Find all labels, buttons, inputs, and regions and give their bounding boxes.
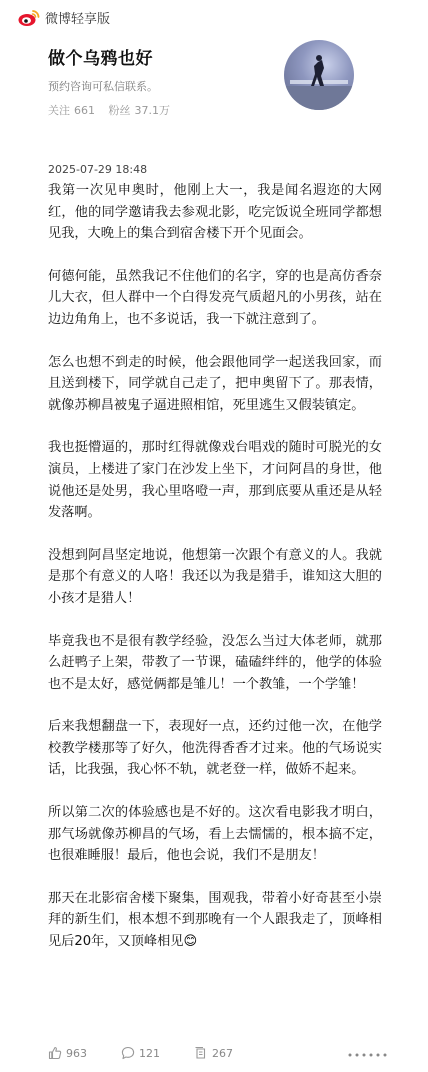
comment-icon	[121, 1046, 135, 1060]
following-count[interactable]: 661	[74, 104, 95, 117]
followers-label[interactable]: 粉丝	[108, 104, 131, 117]
post-paragraph: 何德何能，虽然我记不住他们的名字，穿的也是高仿香奈儿大衣，但人群中一个白得发亮气质超凡的小男孩，站在边边角角上，也不多说话，我一下就注意到了。	[48, 268, 382, 327]
profile-bio: 预约咨询可私信联系。	[48, 80, 158, 93]
profile-name[interactable]: 做个乌鸦也好	[48, 49, 153, 69]
repost-count: 267	[212, 1046, 233, 1060]
avatar-image	[284, 40, 354, 110]
repost-button[interactable]	[194, 1046, 233, 1060]
following-label[interactable]: 关注	[48, 104, 70, 117]
more-icon[interactable]	[348, 1050, 388, 1060]
like-count: 963	[66, 1046, 87, 1060]
post-paragraph: 所以第二次的体验感也是不好的。这次看电影我才明白，那气场就像苏柳昌的气场，看上去懦懦的，根本搞不定，也很难睡服！最后，他也会说，我们不是朋友！	[48, 805, 382, 864]
profile-stats	[48, 102, 174, 118]
app-name: 微博轻享版	[45, 12, 111, 27]
post-paragraph: 怎么也想不到走的时候，他会跟他同学一起送我回家，而且送到楼下，同学就自己走了，把申奥留下了。那表情，就像苏柳昌被鬼子逼进照相馆，死里逃生又假装镇定。	[48, 354, 382, 413]
thumbs-up-icon	[48, 1046, 62, 1060]
repost-icon	[194, 1046, 208, 1060]
post-paragraph: 后来我想翻盘一下，表现好一点，还约过他一次，在他学校教学楼那等了好久，他洗得香香才过来。他的气场说实话，比我强，我心怀不轨，就老登一样，做娇不起来。	[48, 719, 382, 778]
comment-count: 121	[139, 1046, 160, 1060]
post-paragraph: 毕竟我也不是很有教学经验，没怎么当过大体老师，就那么赶鸭子上架，带教了一节课，磕磕绊绊的，他学的体验也不是太好，感觉俩都是雏儿！一个教雏，一个学雏！	[48, 633, 382, 692]
post-paragraph: 我第一次见申奥时，他刚上大一，我是闻名遐迩的大网红，他的同学邀请我去参观北影，吃完饭说全班同学都想见我，大晚上的集合到宿舍楼下开个见面会。	[48, 183, 382, 242]
post-paragraph: 我也挺懵逼的，那时红得就像戏台唱戏的随时可脱光的女演员，上楼进了家门在沙发上坐下，才问阿昌的身世，他说他还是处男，我心里咯噔一声，那到底要从重还是从轻发落啊。	[48, 440, 382, 521]
app-header	[18, 8, 110, 27]
like-button[interactable]	[48, 1046, 87, 1060]
comment-button[interactable]	[121, 1046, 160, 1060]
post-actions	[48, 1046, 388, 1060]
avatar[interactable]	[284, 40, 354, 110]
post-paragraph: 没想到阿昌坚定地说，他想第一次跟个有意义的人。我就是那个有意义的人咯！我还以为我是猎手，谁知这大胆的小孩才是猎人！	[48, 547, 382, 606]
weibo-logo-icon	[18, 9, 40, 27]
profile-info	[48, 44, 174, 118]
post-body	[48, 180, 382, 974]
post-paragraph: 那天在北影宿舍楼下聚集，围观我，带着小好奇甚至小崇拜的新生们，根本想不到那晚有一个人跟我走了，顶峰相见后20年，又顶峰相见😊	[48, 890, 382, 950]
post-timestamp: 2025-07-29 18:48	[48, 163, 148, 176]
followers-count[interactable]: 37.1万	[134, 104, 170, 117]
